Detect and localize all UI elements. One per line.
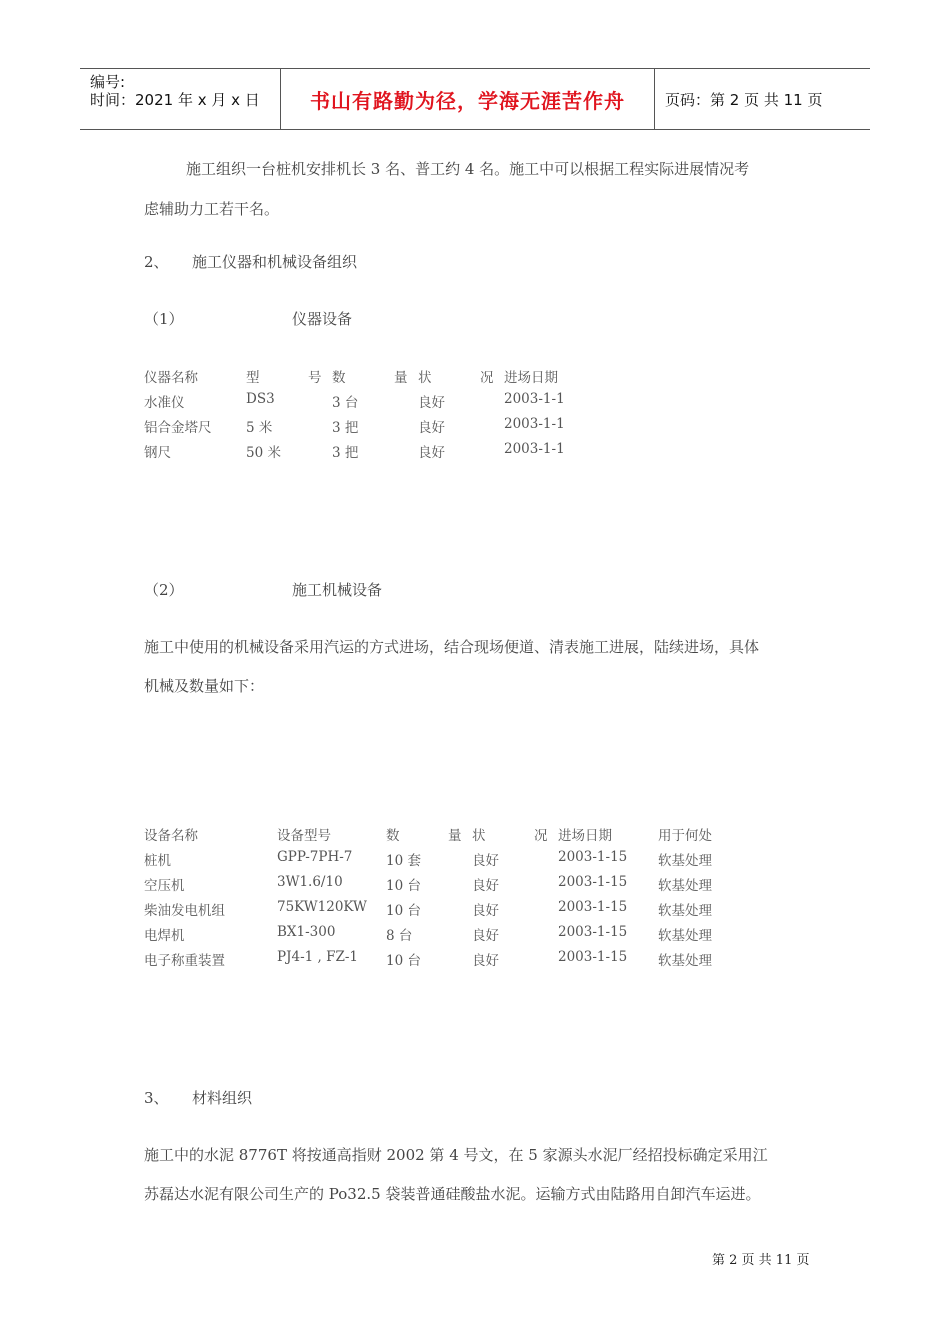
- table-header-cell: 状: [418, 370, 432, 386]
- table-header-cell: 设备型号: [277, 828, 331, 844]
- subsection-2-number: （2）: [144, 581, 184, 599]
- table-cell: 5 米: [246, 420, 273, 436]
- table-header-cell: 进场日期: [558, 828, 612, 844]
- motto: 书山有路勤为径，学海无涯苦作舟: [310, 88, 625, 113]
- paragraph-1-line-2: 虑辅助力工若干名。: [144, 200, 280, 218]
- table-cell: GPP-7PH-7: [277, 849, 353, 865]
- paragraph-3-line-1: 施工中的水泥 8776T 将按通高指财 2002 第 4 号文，在 5 家源头水泥厂经招投标确定采用江: [144, 1146, 768, 1164]
- paragraph-1-line-1: 施工组织一台桩机安排机长 3 名、普工约 4 名。施工中可以根据工程实际进展情况考: [186, 160, 750, 178]
- table-cell: 软基处理: [658, 878, 712, 894]
- table-cell: 空压机: [144, 878, 185, 894]
- table-header-cell: 设备名称: [144, 828, 198, 844]
- table-header-cell: 进场日期: [504, 370, 558, 386]
- table-header-cell: 数: [386, 828, 400, 844]
- table-cell: 2003-1-15: [558, 849, 628, 865]
- table-cell: 3 台: [332, 395, 359, 411]
- table-cell: 10 台: [386, 953, 421, 969]
- table-cell: 良好: [418, 445, 445, 461]
- table-cell: 软基处理: [658, 903, 712, 919]
- header-meta-cell: [80, 69, 281, 129]
- section-3-title: 材料组织: [192, 1089, 253, 1107]
- subsection-2-title: 施工机械设备: [292, 581, 383, 599]
- table-cell: 2003-1-1: [504, 391, 565, 407]
- table-cell: 水准仪: [144, 395, 185, 411]
- section-3-number: 3、: [144, 1089, 169, 1107]
- table-cell: 电子称重装置: [144, 953, 225, 969]
- table-cell: PJ4-1 , FZ-1: [277, 949, 359, 965]
- time-label: 时间：2021 年 x 月 x 日: [90, 91, 260, 109]
- table-cell: 电焊机: [144, 928, 185, 944]
- table-cell: 软基处理: [658, 928, 712, 944]
- table-cell: 2003-1-15: [558, 899, 628, 915]
- table-header-cell: 量: [448, 828, 462, 844]
- table-cell: 良好: [418, 395, 445, 411]
- serial-label: 编号:: [90, 73, 126, 91]
- paragraph-2-line-2: 机械及数量如下：: [144, 677, 265, 695]
- subsection-1-title: 仪器设备: [292, 310, 353, 328]
- table-header-cell: 况: [480, 370, 494, 386]
- table-header-cell: 数: [332, 370, 346, 386]
- subsection-1-number: （1）: [144, 310, 184, 328]
- section-2-number: 2、: [144, 253, 169, 271]
- table-header-cell: 状: [472, 828, 486, 844]
- table-cell: 2003-1-15: [558, 949, 628, 965]
- table-cell: 3W1.6/10: [277, 874, 343, 890]
- table-cell: 2003-1-15: [558, 924, 628, 940]
- paragraph-3-line-2: 苏磊达水泥有限公司生产的 Po32.5 袋装普通硅酸盐水泥。运输方式由陆路用自卸汽车运进。: [144, 1185, 761, 1203]
- table-cell: 3 把: [332, 420, 359, 436]
- table-cell: 10 套: [386, 853, 421, 869]
- table-cell: 良好: [418, 420, 445, 436]
- table-header-cell: 型: [246, 370, 260, 386]
- table-cell: 良好: [472, 953, 499, 969]
- table-header-cell: 仪器名称: [144, 370, 198, 386]
- table-header-cell: 量: [394, 370, 408, 386]
- table-cell: 良好: [472, 853, 499, 869]
- table-header-cell: 况: [534, 828, 548, 844]
- table-cell: 柴油发电机组: [144, 903, 225, 919]
- table-cell: 软基处理: [658, 953, 712, 969]
- table-cell: BX1-300: [277, 924, 336, 940]
- table-cell: 2003-1-1: [504, 441, 565, 457]
- table-header-cell: 用于何处: [658, 828, 712, 844]
- header-motto-cell: [281, 69, 655, 129]
- header-page-cell: [655, 69, 870, 129]
- table-cell: 3 把: [332, 445, 359, 461]
- page-number: 页码：第 2 页 共 11 页: [665, 90, 823, 109]
- table-cell: 50 米: [246, 445, 281, 461]
- table-cell: 75KW120KW: [277, 899, 367, 915]
- table-cell: 8 台: [386, 928, 413, 944]
- table-cell: 良好: [472, 928, 499, 944]
- table-cell: 铝合金塔尺: [144, 420, 212, 436]
- table-cell: 软基处理: [658, 853, 712, 869]
- table-cell: 桩机: [144, 853, 171, 869]
- paragraph-2-line-1: 施工中使用的机械设备采用汽运的方式进场，结合现场便道、清表施工进展，陆续进场，具体: [144, 638, 760, 656]
- table-cell: 良好: [472, 903, 499, 919]
- table-cell: 10 台: [386, 903, 421, 919]
- section-2-title: 施工仪器和机械设备组织: [192, 253, 358, 271]
- table-cell: 良好: [472, 878, 499, 894]
- page-footer: 第 2 页 共 11 页: [712, 1253, 810, 1268]
- table-cell: 2003-1-15: [558, 874, 628, 890]
- table-header-cell: 号: [308, 370, 322, 386]
- table-cell: 10 台: [386, 878, 421, 894]
- table-cell: 钢尺: [144, 445, 171, 461]
- table-cell: DS3: [246, 391, 275, 407]
- page-header: [80, 68, 870, 130]
- table-cell: 2003-1-1: [504, 416, 565, 432]
